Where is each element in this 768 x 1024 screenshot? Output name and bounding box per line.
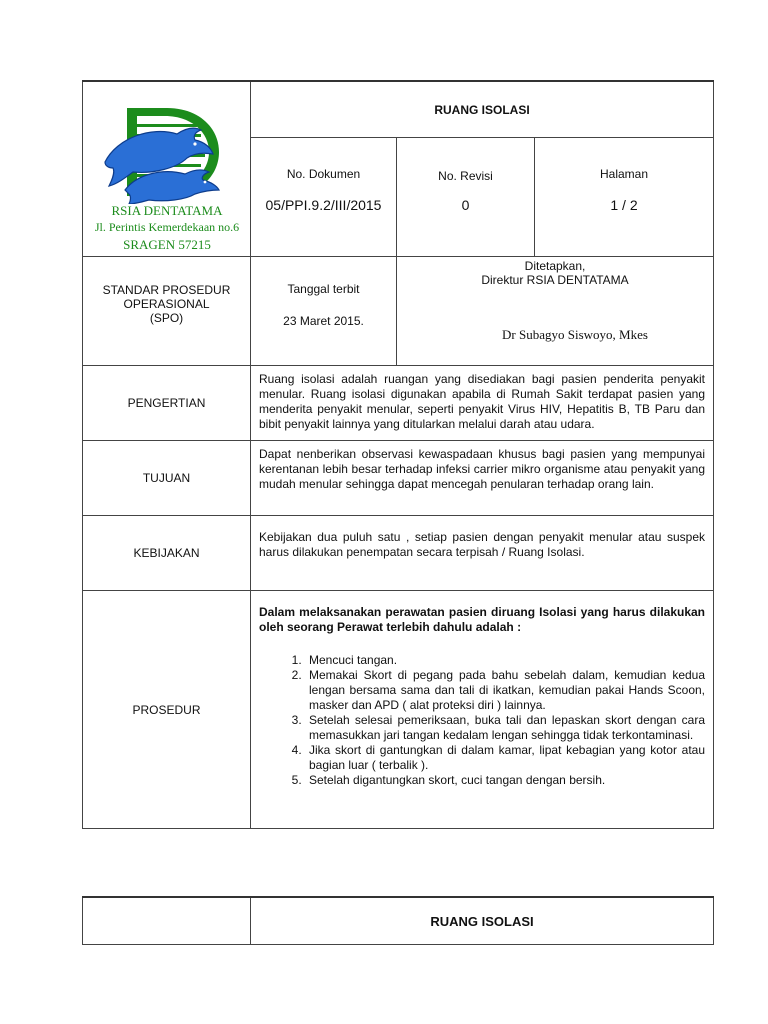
prosedur-step: 2. Memakai Skort di pegang pada bahu sebelah dalam, kemudian kedua lengan bersama sama dan tali di ikatkan, kemudian pakai Hands Scoon, masker dan APD ( alat proteksi diri ) lainnya. xyxy=(305,668,705,713)
page-cell xyxy=(535,138,714,257)
prosedur-step: 1. Mencuci tangan. xyxy=(305,653,705,668)
prosedur-cell xyxy=(251,591,714,829)
page2-table xyxy=(82,896,714,945)
doc-number-cell xyxy=(251,138,397,257)
page-label: Halaman xyxy=(599,167,649,182)
doc-number-label: No. Dokumen xyxy=(286,167,361,182)
issue-date-cell xyxy=(251,257,397,366)
org-city: SRAGEN 57215 xyxy=(123,237,211,252)
revision-label: No. Revisi xyxy=(438,169,493,184)
pengertian-text: Ruang isolasi adalah ruangan yang disediakan bagi pasien penderita penyakit menular. Ruang isolasi digunakan apabila di Rumah Sakit terdapat pasien yang menderita penyakit menular, seperti penyakit Virus HIV, Hepatitis B, TB Paru dan bibit penyakit lainnya yang ditularkan melalui darah atau udara. xyxy=(251,366,714,441)
spo-label-line1: STANDAR PROSEDUR xyxy=(102,283,231,297)
page-value: 1 / 2 xyxy=(610,197,638,214)
tujuan-label: TUJUAN xyxy=(83,441,251,516)
signatory-name: Dr Subagyo Siswoyo, Mkes xyxy=(502,327,648,342)
doc-number-value: 05/PPI.9.2/III/2015 xyxy=(265,197,382,214)
revision-value: 0 xyxy=(461,197,470,214)
approval-label: Ditetapkan, xyxy=(524,259,586,273)
org-name: RSIA DENTATAMA xyxy=(111,203,223,218)
spo-table xyxy=(82,80,714,829)
prosedur-step: 5. Setelah digantungkan skort, cuci tangan dengan bersih. xyxy=(305,773,705,788)
issue-date-label: Tanggal terbit xyxy=(287,282,360,296)
issue-date-value: 23 Maret 2015. xyxy=(283,314,364,328)
prosedur-step: 4. Jika skort di gantungkan di dalam kamar, lipat kebagian yang kotor atau bagian luar ( terbalik ). xyxy=(305,743,705,773)
revision-cell xyxy=(397,138,535,257)
approval-cell xyxy=(397,257,714,366)
prosedur-label: PROSEDUR xyxy=(83,591,251,829)
spo-label-cell xyxy=(83,257,251,366)
spo-label-line2: OPERASIONAL xyxy=(123,297,210,311)
prosedur-steps xyxy=(259,653,705,788)
tujuan-text: Dapat nenberikan observasi kewaspadaan khusus bagi pasien yang mempunyai kerentanan lebih besar terhadap infeksi carrier mikro organisme atau penyakit yang mudah menular sehingga dapat mencegah penularan terhadap orang lain. xyxy=(251,441,714,516)
kebijakan-label: KEBIJAKAN xyxy=(83,516,251,591)
org-address: Jl. Perintis Kemerdekaan no.6 xyxy=(94,220,240,234)
approval-title: Direktur RSIA DENTATAMA xyxy=(481,273,629,287)
spo-label-line3: (SPO) xyxy=(149,311,184,325)
dolphin-logo-icon xyxy=(101,104,231,204)
pengertian-label: PENGERTIAN xyxy=(83,366,251,441)
page2-title: RUANG ISOLASI xyxy=(251,897,714,945)
page2-logo-cell xyxy=(83,897,251,945)
logo-cell xyxy=(83,81,251,257)
document-title: RUANG ISOLASI xyxy=(251,81,714,138)
prosedur-step: 3. Setelah selesai pemeriksaan, buka tali dan lepaskan skort dengan cara memasukkan jari tangan kedalam lengan sehingga tidak terkontaminasi. xyxy=(305,713,705,743)
kebijakan-text: Kebijakan dua puluh satu , setiap pasien dengan penyakit menular atau suspek harus dilakukan penempatan secara terpisah / Ruang Isolasi. xyxy=(251,516,714,591)
prosedur-intro: Dalam melaksanakan perawatan pasien diruang Isolasi yang harus dilakukan oleh seorang Perawat terlebih dahulu adalah : xyxy=(259,605,706,634)
